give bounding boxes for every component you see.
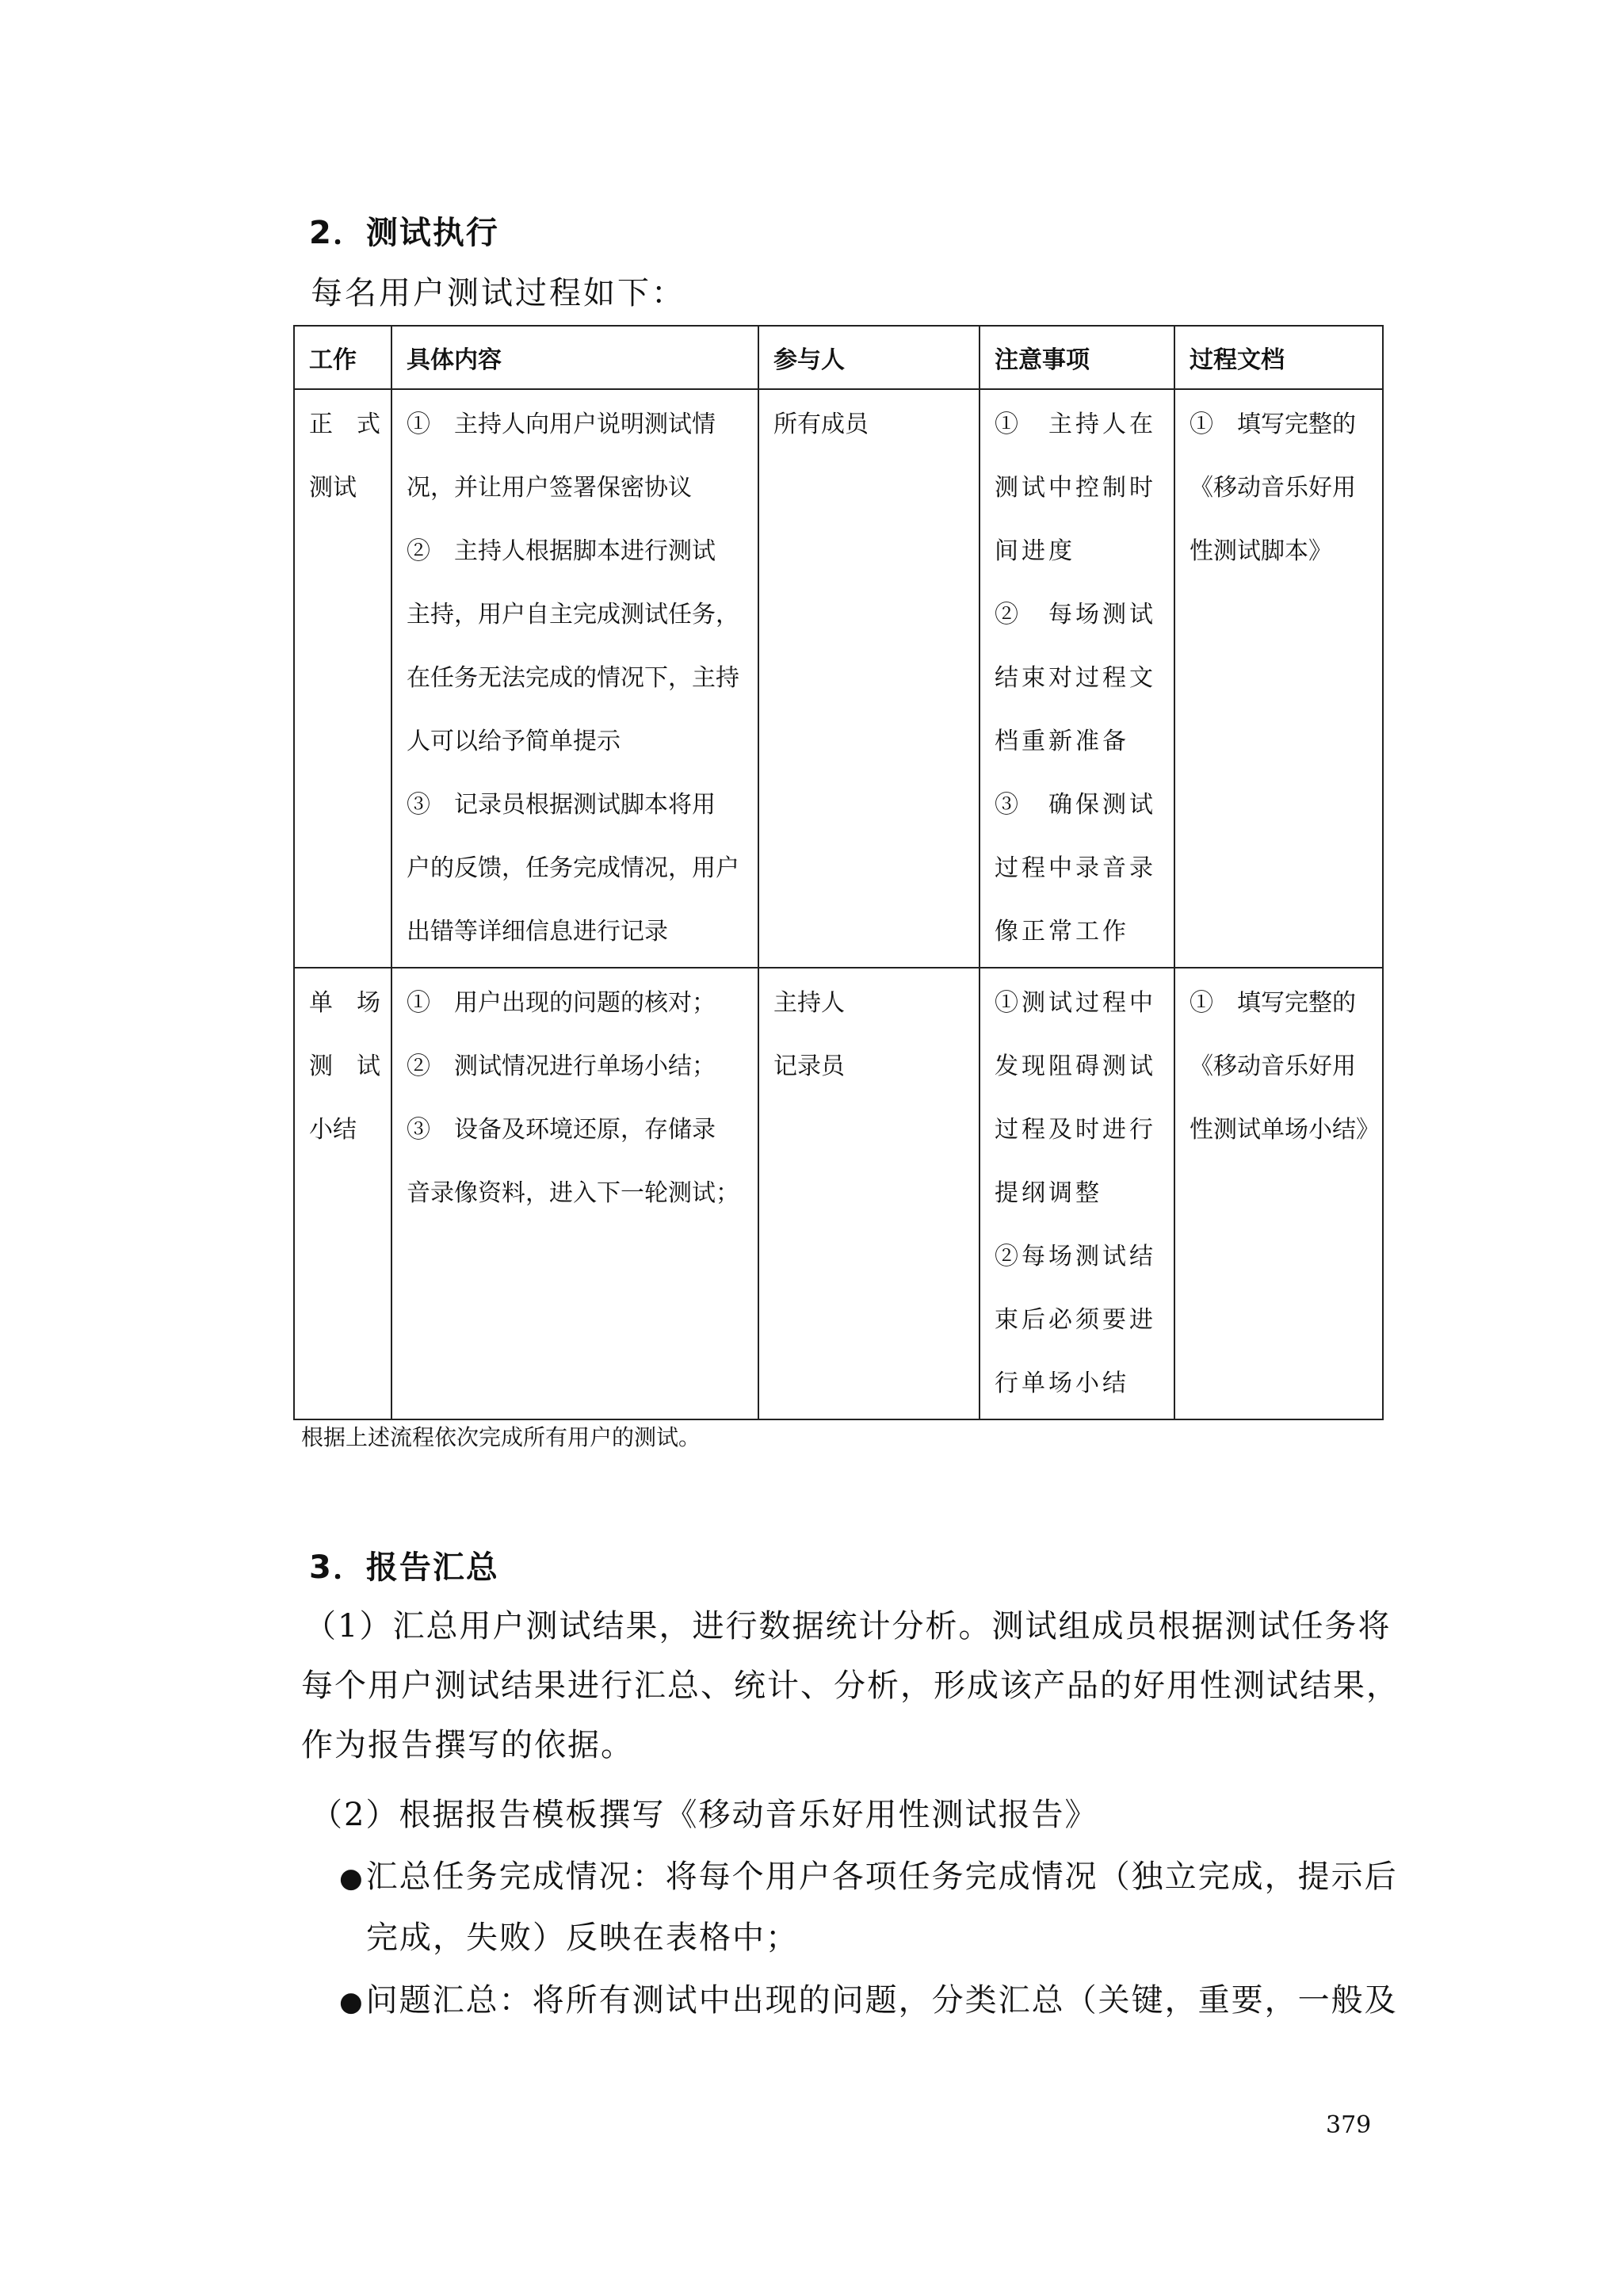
cell-participants — [758, 389, 980, 968]
cell-line: 像正常工作 — [995, 918, 1129, 946]
cell-line: ① 主持人向用户说明测试情 — [407, 411, 716, 438]
cell-line: 档重新准备 — [995, 728, 1129, 755]
cell-line: ① 填写完整的 — [1190, 989, 1356, 1017]
cell-line: 过程中录音录 — [995, 854, 1156, 882]
cell-line: 束后必须要进 — [995, 1306, 1156, 1334]
cell-line: 性测试脚本》 — [1190, 537, 1332, 565]
cell-line: 记录员 — [773, 1052, 845, 1080]
cell-line: 《移动音乐好用 — [1190, 474, 1356, 502]
bullet-dot-icon: ● — [339, 1986, 365, 2018]
cell-line: 单 场 — [309, 989, 380, 1017]
header-content: 具体内容 — [391, 326, 758, 389]
section-3-heading: 3．报告汇总 — [309, 1549, 499, 1586]
cell-line: ② 每场测试 — [995, 601, 1156, 628]
cell-participants — [758, 968, 980, 1419]
cell-work — [294, 968, 391, 1419]
bullet-dot-icon: ● — [339, 1862, 365, 1894]
cell-line: 测试 — [309, 474, 357, 502]
cell-line: 主持，用户自主完成测试任务， — [407, 601, 739, 628]
cell-line: 人可以给予简单提示 — [407, 728, 621, 755]
cell-content — [391, 968, 758, 1419]
page-number: 379 — [1326, 2111, 1372, 2139]
cell-line: ②每场测试结 — [995, 1243, 1156, 1270]
bullet-item — [339, 1851, 1398, 1897]
cell-line: 音录像资料，进入下一轮测试； — [407, 1179, 739, 1207]
cell-notes — [980, 389, 1174, 968]
header-work: 工作 — [294, 326, 391, 389]
bullet-continuation: 完成，失败）反映在表格中； — [366, 1920, 799, 1956]
paragraph-1-line: 作为报告撰写的依据。 — [301, 1727, 634, 1763]
cell-line: 出错等详细信息进行记录 — [407, 918, 668, 946]
cell-line: 主持人 — [773, 989, 845, 1017]
cell-line: ③ 记录员根据测试脚本将用 — [407, 791, 716, 819]
paragraph-1-line: 每个用户测试结果进行汇总、统计、分析，形成该产品的好用性测试结果， — [301, 1668, 1400, 1704]
header-participants: 参与人 — [758, 326, 980, 389]
header-docs: 过程文档 — [1174, 326, 1383, 389]
table-row — [294, 389, 1383, 968]
after-table-note: 根据上述流程依次完成所有用户的测试。 — [301, 1424, 701, 1450]
cell-line: 户的反馈，任务完成情况，用户 — [407, 854, 739, 882]
cell-line: 间进度 — [995, 537, 1075, 565]
cell-line: ① 主持人在 — [995, 411, 1156, 438]
cell-work — [294, 389, 391, 968]
cell-content — [391, 389, 758, 968]
paragraph-2: （2）根据报告模板撰写《移动音乐好用性测试报告》 — [311, 1797, 1098, 1833]
cell-line: ① 用户出现的问题的核对； — [407, 989, 716, 1017]
table-row — [294, 968, 1383, 1419]
cell-line: 发现阻碍测试 — [995, 1052, 1156, 1080]
cell-line: 结束对过程文 — [995, 664, 1156, 692]
cell-line: 测试中控制时 — [995, 474, 1156, 502]
paragraph-1-line: （1）汇总用户测试结果，进行数据统计分析。测试组成员根据测试任务将 — [304, 1608, 1392, 1645]
cell-docs — [1174, 389, 1383, 968]
cell-line: 正 式 — [309, 411, 380, 438]
cell-line: ③ 设备及环境还原，存储录 — [407, 1116, 716, 1144]
cell-line: ① 填写完整的 — [1190, 411, 1356, 438]
bullet-item — [339, 1975, 1398, 2020]
cell-line: 况，并让用户签署保密协议 — [407, 474, 692, 502]
cell-line: ①测试过程中 — [995, 989, 1156, 1017]
cell-line: ③ 确保测试 — [995, 791, 1156, 819]
section-2-intro: 每名用户测试过程如下： — [311, 275, 685, 311]
header-notes: 注意事项 — [980, 326, 1174, 389]
bullet-text: 汇总任务完成情况：将每个用户各项任务完成情况（独立完成，提示后 — [365, 1859, 1398, 1895]
cell-line: 测 试 — [309, 1052, 380, 1080]
cell-line: 所有成员 — [773, 411, 869, 438]
cell-line: ② 测试情况进行单场小结； — [407, 1052, 716, 1080]
cell-line: 过程及时进行 — [995, 1116, 1156, 1144]
section-2-heading: 2．测试执行 — [309, 215, 499, 251]
cell-line: ② 主持人根据脚本进行测试 — [407, 537, 716, 565]
cell-line: 性测试单场小结》 — [1190, 1116, 1380, 1144]
cell-line: 行单场小结 — [995, 1370, 1129, 1397]
cell-notes — [980, 968, 1174, 1419]
process-table — [293, 325, 1384, 1420]
cell-docs — [1174, 968, 1383, 1419]
cell-line: 《移动音乐好用 — [1190, 1052, 1356, 1080]
bullet-text: 问题汇总：将所有测试中出现的问题，分类汇总（关键，重要，一般及 — [365, 1982, 1398, 2019]
cell-line: 提纲调整 — [995, 1179, 1102, 1207]
cell-line: 在任务无法完成的情况下，主持 — [407, 664, 739, 692]
cell-line: 小结 — [309, 1116, 357, 1144]
table-header-row — [294, 326, 1383, 389]
